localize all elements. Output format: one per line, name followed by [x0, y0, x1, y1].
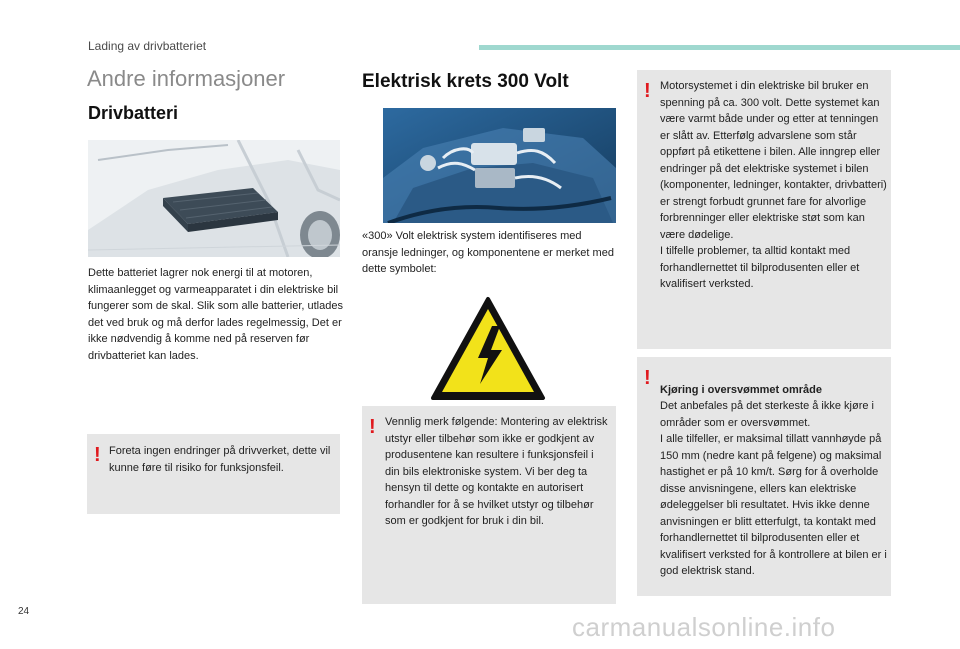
- drivbatteri-heading: Drivbatteri: [88, 103, 179, 123]
- warning-icon: !: [644, 80, 651, 102]
- circuit-heading: Elektrisk krets 300 Volt: [362, 71, 569, 92]
- page-number: 24: [18, 606, 30, 617]
- flood-warning-text: Det anbefales på det sterkeste å ikke kjøre i områder som er oversvømmet. I alle tilfeller, er maksimal tillatt vannhøyde på 150 mm (nedre kant på felgene) og maksimal hastighet er på 10 km/t. Sørg for å overholde disse anvisningene, ellers kan elektriske ødeleggelser bli resultatet. Hvis ikke denne anvisningen er blitt etterfulgt, ta kontakt med forhandlernettet til bilprodusenten eller et kvalifisert verksted for å kontrollere at bilen er i god elektrisk stand.: [660, 400, 887, 577]
- voltage-warning-text: Motorsystemet i din elektriske bil bruker en spenning på ca. 300 volt. Dette systemet kan være varmt både under og etter at tenningen er slått av. Etterfølg advarslene som står oppført på etikettene i bilen. Alle inngrep eller endringer på det elektriske systemet i bilen (komponenter, ledninger, kontakter, drivbatteri) er strengt forbudt grunnet fare for alvorlige forbrenninger eller elektriske støt som kan være dødelige. I tilfelle problemer, ta alltid kontakt med forhandlernettet til bilprodusenten eller et kvalifisert verksted.: [660, 80, 887, 290]
- flood-warning-box: [637, 357, 891, 596]
- header-accent-bar: [479, 45, 960, 50]
- warning-icon: !: [369, 416, 376, 438]
- circuit-body: «300» Volt elektrisk system identifiseres med oransje ledninger, og komponentene er merket med dette symbolet:: [362, 230, 614, 275]
- circuit-illustration: [383, 108, 616, 223]
- drivbatteri-warning-box: [87, 434, 340, 514]
- circuit-warning-box: [362, 406, 616, 604]
- flood-warning-content: [660, 365, 888, 580]
- voltage-warning-box: [637, 70, 891, 349]
- circuit-warning-text: Vennlig merk følgende: Montering av elektrisk utstyr eller tilbehør som ikke er godkjent av produsentene kan resultere i funksjonsfeil i din bils elektroniske system. Vi ber deg ta hensyn til dette og kontakte en autorisert forhandler for å se hvilket utstyr og tilbehør som er godkjent for bruk i din bil.: [385, 416, 608, 527]
- page-section-title: Andre informasjoner: [87, 66, 286, 91]
- chapter-header: Lading av drivbatteriet: [88, 39, 207, 53]
- drivbatteri-warning-text: Foreta ingen endringer på drivverket, dette vil kunne føre til risiko for funksjonsfeil.: [109, 445, 331, 474]
- high-voltage-warning-icon: [430, 296, 546, 402]
- car-battery-drawing: [88, 140, 340, 257]
- warning-icon: !: [94, 444, 101, 466]
- drivbatteri-illustration: [88, 140, 340, 257]
- engine-bay-drawing: [383, 108, 616, 223]
- warning-icon: !: [644, 367, 651, 389]
- flood-warning-title: Kjøring i oversvømmet område: [660, 383, 822, 396]
- drivbatteri-body: Dette batteriet lagrer nok energi til at motoren, klimaanlegget og varmeapparatet i din elektriske bil fungerer som de skal. Slik som alle batterier, utlades det ved bruk og må derfor lades regelmessig, Det er ikke nødvendig å komme ned på reserven før drivbatteriet kan lades.: [88, 267, 343, 362]
- watermark-text: carmanualsonline.info: [572, 612, 836, 642]
